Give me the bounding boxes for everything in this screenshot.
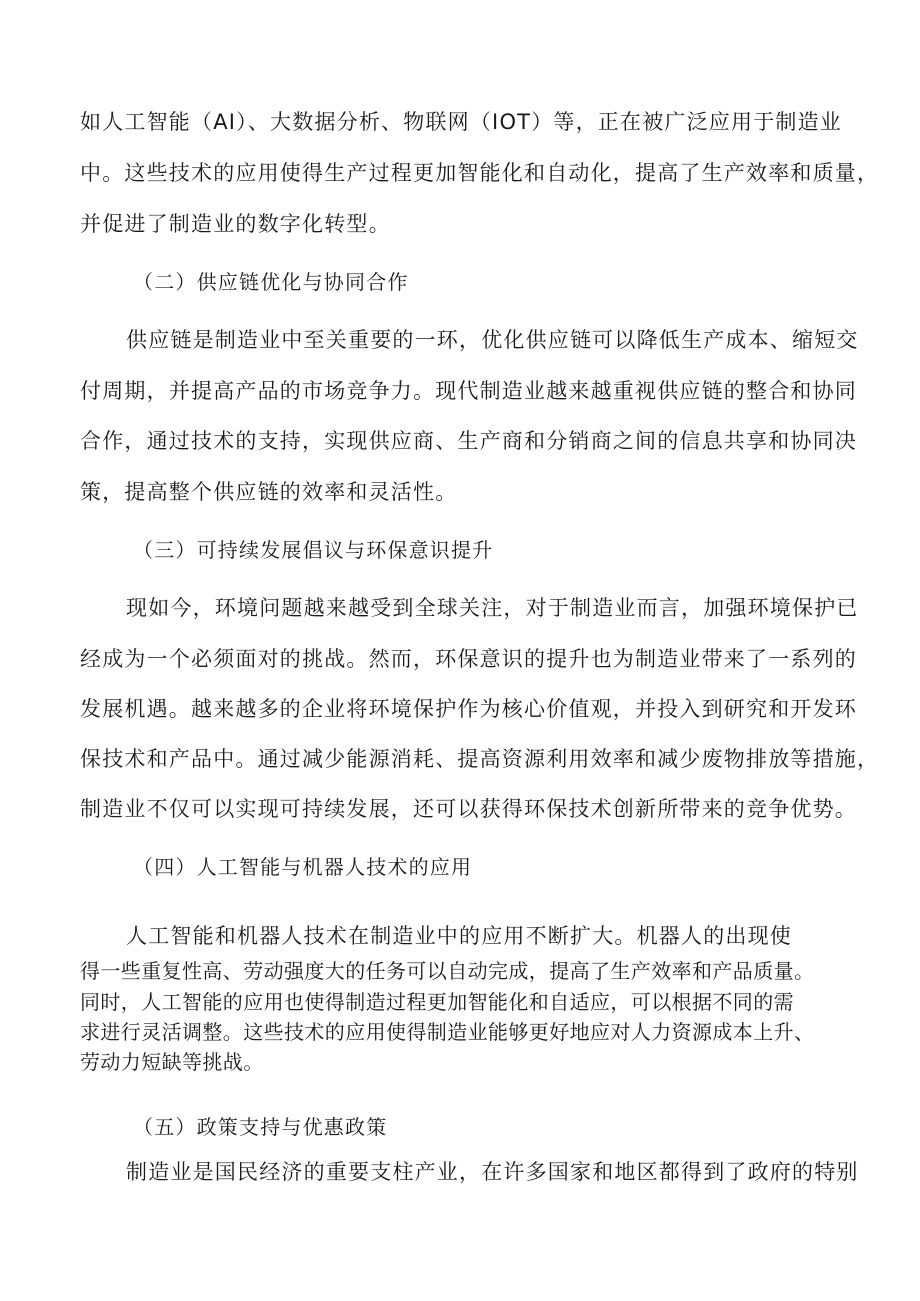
section-heading: （四）人工智能与机器人技术的应用 <box>133 855 473 879</box>
paragraph-line: 经成为一个必须面对的挑战。然而，环保意识的提升也为制造业带来了一系列的 <box>80 647 857 671</box>
paragraph-line: 制造业不仅可以实现可持续发展，还可以获得环保技术创新所带来的竞争优势。 <box>80 797 857 821</box>
paragraph-line: 发展机遇。越来越多的企业将环境保护作为核心价值观，并投入到研究和开发环 <box>80 697 857 721</box>
paragraph-line: 如人工智能（AI）、大数据分析、物联网（IOT）等，正在被广泛应用于制造业 <box>80 110 843 134</box>
paragraph-line: 人工智能和机器人技术在制造业中的应用不断扩大。机器人的出现使 <box>126 924 792 948</box>
section-heading: （五）政策支持与优惠政策 <box>133 1115 388 1139</box>
section-heading: （二）供应链优化与协同合作 <box>133 270 409 294</box>
paragraph-line: 合作，通过技术的支持，实现供应商、生产商和分销商之间的信息共享和协同决 <box>80 429 857 453</box>
paragraph-line: 付周期，并提高产品的市场竞争力。现代制造业越来越重视供应链的整合和协同 <box>80 379 857 403</box>
paragraph-line: 现如今，环境问题越来越受到全球关注，对于制造业而言，加强环境保护已 <box>126 596 859 620</box>
section-heading: （三）可持续发展倡议与环保意识提升 <box>133 538 494 562</box>
paragraph-line: 劳动力短缺等挑战。 <box>80 1050 264 1074</box>
paragraph-line: 并促进了制造业的数字化转型。 <box>80 212 391 236</box>
paragraph-line: 保技术和产品中。通过减少能源消耗、提高资源利用效率和减少废物排放等措施， <box>80 747 880 771</box>
paragraph-line: 同时，人工智能的应用也使得制造过程更加智能化和自适应，可以根据不同的需 <box>80 990 794 1014</box>
paragraph-line: 求进行灵活调整。这些技术的应用使得制造业能够更好地应对人力资源成本上升、 <box>80 1020 815 1044</box>
paragraph-line: 策，提高整个供应链的效率和灵活性。 <box>80 480 458 504</box>
paragraph-line: 得一些重复性高、劳动强度大的任务可以自动完成，提高了生产效率和产品质量。 <box>80 959 815 983</box>
paragraph-line: 供应链是制造业中至关重要的一环，优化供应链可以降低生产成本、缩短交 <box>126 328 859 352</box>
paragraph-line: 制造业是国民经济的重要支柱产业，在许多国家和地区都得到了政府的特别 <box>126 1160 859 1184</box>
paragraph-line: 中。这些技术的应用使得生产过程更加智能化和自动化，提高了生产效率和质量， <box>80 161 880 185</box>
